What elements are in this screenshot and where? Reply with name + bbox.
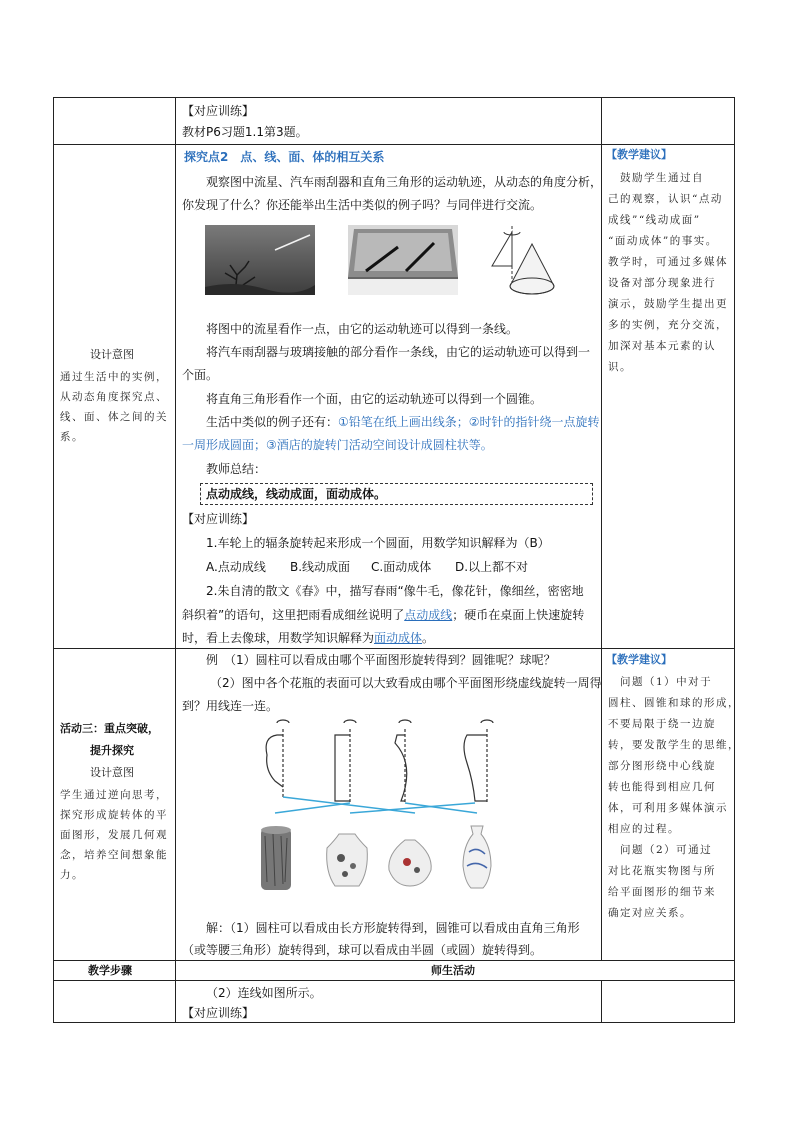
suggestion-line: 识。 [608, 361, 632, 373]
training-heading: 【对应训练】 [182, 512, 255, 526]
suggestion-line: 加深对基本元素的认 [608, 340, 716, 352]
suggestion-line: 对比花瓶实物图与所 [608, 865, 716, 877]
suggestion-line: 问题（1）中对于 [608, 676, 713, 688]
example-answer: 一周形成圆面； [182, 438, 267, 452]
suggestion-line: 不要局限于绕一边旋 [608, 718, 716, 730]
suggestion-line: 体，可利用多媒体演示 [608, 802, 728, 814]
row-divider-4 [53, 980, 735, 981]
suggestion-line: 圆柱、圆锥和球的形成， [608, 697, 740, 709]
design-intent-title: 设计意图 [90, 348, 134, 361]
suggestion-line: 确定对应关系。 [608, 907, 692, 919]
row-divider-1 [53, 144, 735, 145]
answer-blank: 面动成体 [374, 631, 423, 645]
example-question-2: 到？用线连一连。 [182, 699, 279, 713]
question-2-text: 时，看上去像球，用数学知识解释为 [182, 631, 375, 645]
suggestion-line: 多的实例，充分交流， [608, 319, 728, 331]
design-intent-line: 面图形，发展几何观 [60, 829, 168, 841]
column-header-activities: 师生活动 [431, 964, 475, 977]
solution-line-1: 解：（1）圆柱可以看成由长方形旋转得到，圆锥可以看成由直角三角形 [206, 921, 580, 935]
teaching-suggestion-heading: 【教学建议】 [606, 148, 672, 161]
teacher-summary-label: 教师总结： [206, 462, 267, 476]
vase-profile-diagrams [255, 715, 500, 815]
design-intent-line: 从动态角度探究点、 [60, 391, 168, 403]
option-d: D.以上都不对 [455, 560, 529, 574]
activity-title: 提升探究 [90, 744, 134, 757]
suggestion-line: 转也能得到相应几何 [608, 781, 716, 793]
suggestion-line: 给平面图形的细节来 [608, 886, 716, 898]
teaching-suggestion-heading: 【教学建议】 [606, 653, 672, 666]
example-question-2: （2）图中各个花瓶的表面可以大致看成由哪个平面图形绕虚线旋转一周得 [210, 676, 602, 690]
example-prefix: 生活中类似的例子还有： [206, 415, 339, 429]
question-2-text: ；硬币在桌面上快速旋转 [452, 608, 585, 622]
answer-blank: 点动成线 [404, 608, 453, 622]
question-2: 2.朱自清的散文《春》中，描写春雨“像牛毛，像花针，像细丝，密密地 [206, 584, 584, 598]
connection-answer: （2）连线如图所示。 [206, 986, 322, 1000]
question-2-cont [182, 607, 584, 623]
col-divider-1 [175, 97, 176, 1023]
intro-line: 你发现了什么？你还能举出生活中类似的例子吗？与同伴进行交流。 [182, 198, 543, 212]
example-answer: ③酒店的旋转门活动空间设计成圆柱状等。 [266, 438, 493, 452]
row-divider-2 [53, 648, 735, 649]
example-line-1 [206, 414, 600, 430]
suggestion-line: “面动成体”的事实。 [608, 235, 718, 247]
section-heading: 探究点2 点、线、面、体的相互关系 [184, 150, 385, 164]
design-intent-title: 设计意图 [90, 766, 134, 779]
suggestion-line: 设备对部分现象进行 [608, 277, 716, 289]
design-intent-line: 力。 [60, 869, 84, 881]
solution-line-2: （或等腰三角形）旋转得到，球可以看成由半圆（或圆）旋转得到。 [182, 943, 543, 957]
meteor-photo [205, 225, 315, 295]
suggestion-line: 相应的过程。 [608, 823, 680, 835]
design-intent-line: 线、面、体之间的关 [60, 411, 168, 423]
training-heading: 【对应训练】 [182, 1006, 255, 1020]
wiper-explanation: 将汽车雨刮器与玻璃接触的部分看作一条线，由它的运动轨迹可以得到一 [206, 345, 591, 359]
question-1: 1.车轮上的辐条旋转起来形成一个圆面，用数学知识解释为（B） [206, 536, 550, 550]
example-question-1: 例 （1）圆柱可以看成由哪个平面图形旋转得到？圆锥呢？球呢？ [206, 653, 556, 667]
intro-line: 观察图中流星、汽车雨刮器和直角三角形的运动轨迹，从动态的角度分析， [206, 175, 603, 189]
design-intent-line: 系。 [60, 431, 84, 443]
vase-photos [255, 822, 500, 892]
design-intent-line: 念，培养空间想象能 [60, 849, 168, 861]
design-intent-line: 通过生活中的实例， [60, 371, 168, 383]
column-header-steps: 教学步骤 [88, 964, 132, 977]
example-line-2 [182, 437, 493, 453]
question-2-text: 斜织着”的语句，这里把雨看成细丝说明了 [182, 608, 405, 622]
meteor-explanation: 将图中的流星看作一点，由它的运动轨迹可以得到一条线。 [206, 322, 519, 336]
option-b: B.线动成面 [290, 560, 351, 574]
suggestion-line: 演示，鼓励学生提出更 [608, 298, 728, 310]
windshield-wiper-photo [348, 225, 458, 295]
option-c: C.面动成体 [371, 560, 432, 574]
suggestion-line: 成线”“线动成面” [608, 214, 701, 226]
question-2-cont [182, 630, 434, 646]
suggestion-line: 教学时，可通过多媒体 [608, 256, 728, 268]
wiper-explanation: 个面。 [182, 368, 219, 382]
summary-text: 点动成线，线动成面，面动成体。 [206, 487, 387, 501]
design-intent-line: 学生通过逆向思考， [60, 789, 168, 801]
design-intent-line: 探究形成旋转体的平 [60, 809, 168, 821]
triangle-explanation: 将直角三角形看作一个面，由它的运动轨迹可以得到一个圆锥。 [206, 392, 543, 406]
question-2-text: 。 [422, 631, 435, 645]
option-a: A.点动成线 [206, 560, 266, 574]
suggestion-line: 己的观察，认识“点动 [608, 193, 723, 205]
cone-rotation-diagram [480, 222, 570, 300]
col-divider-2 [601, 97, 602, 960]
suggestion-line: 问题（2）可通过 [608, 844, 713, 856]
training-heading: 【对应训练】 [182, 104, 255, 118]
suggestion-line: 鼓励学生通过自 [608, 172, 704, 184]
example-answer: ①铅笔在纸上画出线条；②时针的指针绕一点旋转 [338, 415, 600, 429]
activity-title: 活动三：重点突破， [60, 722, 159, 735]
row-divider-3 [53, 960, 735, 961]
suggestion-line: 转，要发散学生的思维， [608, 739, 740, 751]
col-divider-2b [601, 980, 602, 1023]
textbook-reference: 教材P6习题1.1第3题。 [182, 125, 308, 139]
suggestion-line: 部分图形绕中心线旋 [608, 760, 716, 772]
